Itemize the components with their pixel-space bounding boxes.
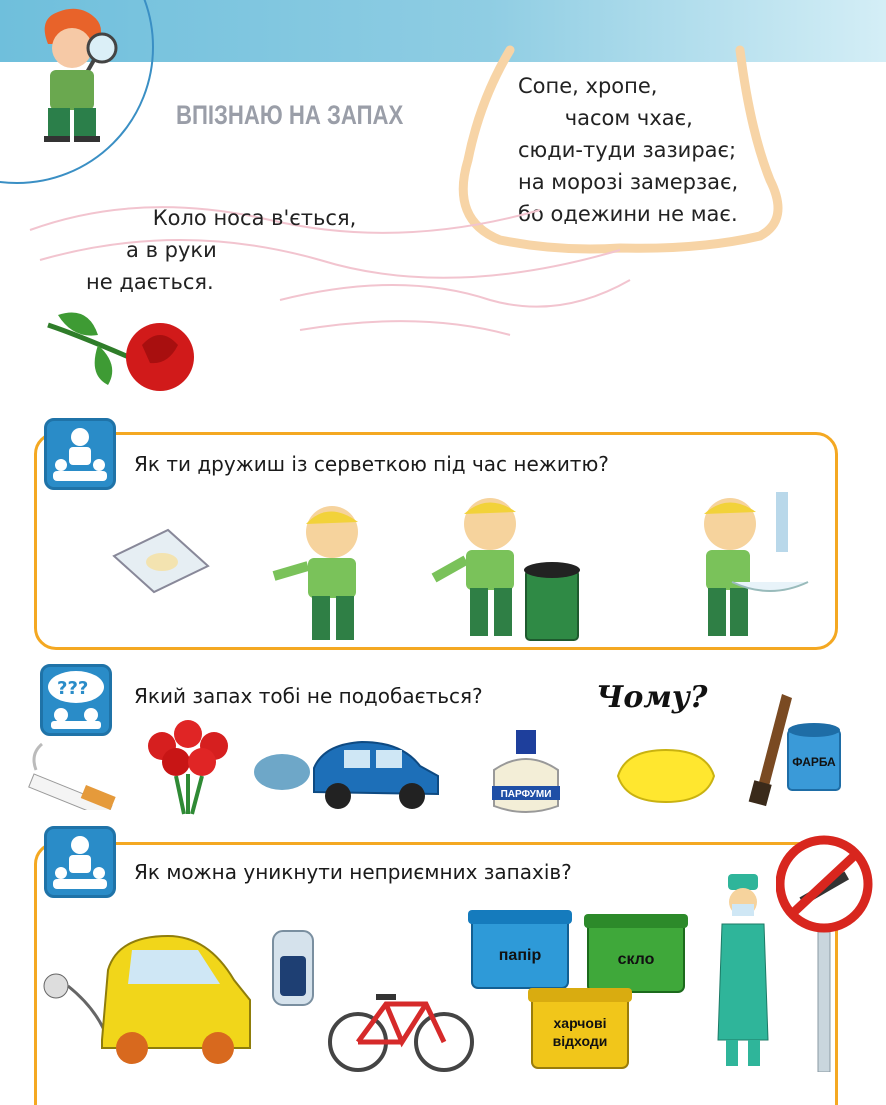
doctor-icon xyxy=(712,872,774,1070)
task-group-icon-2 xyxy=(44,826,116,898)
sneezing-boy-icon xyxy=(268,500,388,645)
task-question-2: Який запах тобі не подобається? xyxy=(134,684,483,708)
why-note: Чому? xyxy=(596,680,708,715)
air-purifier-icon xyxy=(270,928,316,1008)
task-question-3: Як можна уникнути неприємних запахів? xyxy=(134,860,572,884)
glass-label: скло xyxy=(617,951,655,968)
trash-boy-icon xyxy=(430,490,590,645)
task-group-icon xyxy=(44,418,116,490)
bicycle-icon xyxy=(326,976,476,1076)
paper-label: папір xyxy=(498,947,542,964)
perfume-icon xyxy=(488,726,564,816)
riddle-smell: Коло носа в'ється, а в руки не дається. xyxy=(86,206,357,294)
svg-text:???: ??? xyxy=(57,678,89,699)
washing-boy-icon xyxy=(690,490,820,645)
rose-icon xyxy=(38,305,198,405)
paint-can-icon xyxy=(744,690,844,810)
food-label-2: відходи xyxy=(552,1033,608,1049)
riddle-nose: Сопе, хропе, часом чхає, сюди-туди зазирає; на морозі замерзає, бо одежини не має. xyxy=(518,74,739,226)
cigarette-icon xyxy=(26,740,120,810)
no-smoking-sign-icon xyxy=(776,832,876,1072)
recycle-bins-icon xyxy=(466,904,692,1080)
car-icon xyxy=(252,732,442,814)
magnifier-boy-icon xyxy=(28,4,128,144)
task-question-icon xyxy=(40,664,112,736)
electric-car-icon xyxy=(38,930,258,1070)
tissue-icon xyxy=(108,526,214,596)
page-title: ВПІЗНАЮ НА ЗАПАХ xyxy=(176,100,404,130)
perfume-label: ПАРФУМИ xyxy=(500,789,552,800)
task-question-1: Як ти дружиш із серветкою під час нежитю? xyxy=(134,452,609,476)
flowers-icon xyxy=(140,718,236,818)
lemon-icon xyxy=(614,746,718,806)
paint-label: ФАРБА xyxy=(792,755,836,769)
food-label-1: харчові xyxy=(553,1015,607,1031)
